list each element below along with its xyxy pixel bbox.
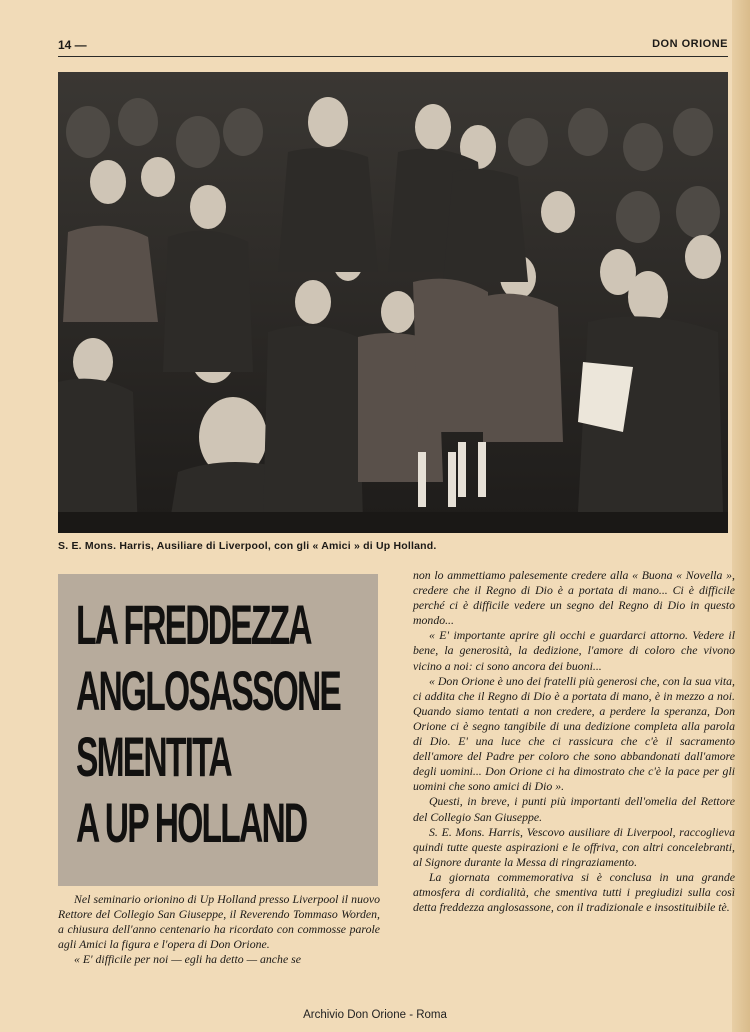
page-number: 14 — bbox=[58, 38, 87, 52]
archive-footer: Archivio Don Orione - Roma bbox=[303, 1009, 447, 1021]
group-photo-illustration bbox=[58, 72, 728, 533]
group-photo bbox=[58, 72, 728, 533]
article-paragraph: La giornata commemorativa si è conclusa in una grande atmosfera di cordialità, che smentiva tutti i pregiudizi sulla così detta freddezza anglosassone, con il tradizionale e insostituibile tè. bbox=[413, 869, 735, 915]
running-title: DON ORIONE bbox=[652, 38, 728, 50]
article-paragraph: non lo ammettiamo palesemente credere alla « Buona « Novella », credere che il Regno di Dio è a portata di mano... Ci è difficile perché ci è difficile vedere un segno del Regno di Dio in questo mondo... bbox=[413, 568, 735, 628]
photo-caption: S. E. Mons. Harris, Ausiliare di Liverpool, con gli « Amici » di Up Holland. bbox=[58, 540, 437, 552]
headline bbox=[76, 592, 367, 856]
article-column bbox=[413, 568, 735, 915]
article-paragraph: Questi, in breve, i punti più importanti dell'omelia del Rettore del Collegio San Giuseppe. bbox=[413, 794, 735, 824]
intro-paragraph: Nel seminario orionino di Up Holland presso Liverpool il nuovo Rettore del Collegio San Giuseppe, il Reverendo Tommaso Worden, a chiusura dell'anno centenario ha ricordato con commosse parole agli Amici la figura e l'opera di Don Orione. bbox=[58, 892, 380, 951]
intro-paragraph: « E' difficile per noi — egli ha detto — anche se bbox=[74, 952, 301, 966]
article-paragraph: « E' importante aprire gli occhi e guardarci attorno. Vedere il bene, la generosità, la dedizione, l'amore di coloro che vivono vicino a noi: ci sono ancora dei buoni... bbox=[413, 628, 735, 673]
article-paragraph: « Don Orione è uno dei fratelli più generosi che, con la sua vita, ci addita che il Regno di Dio è a portata di mano, è in mezzo a noi. Quando siamo tentati a non credere, a perdere la speranza, Don Orione ci è segno tangibile di una dedizione completa alla parola di Dio. E' una luce che ci rassicura che c'è il sacramento dell'amore del Padre per coloro che sono abbandonati dall'amore degli uomini... Don Orione ci ha dimostrato che c'è la pace per gli uomini che sono amici di Dio ». bbox=[413, 673, 735, 794]
page-header bbox=[58, 36, 728, 57]
headline-line: LA FREDDEZZA bbox=[76, 593, 311, 656]
intro-text bbox=[58, 892, 380, 967]
headline-line: SMENTITA bbox=[76, 725, 231, 788]
headline-box bbox=[58, 574, 378, 886]
headline-line: A UP HOLLAND bbox=[76, 791, 307, 854]
article-paragraph: S. E. Mons. Harris, Vescovo ausiliare di Liverpool, raccoglieva quindi tutte queste aspirazioni e le offriva, con altri concelebranti, al Signore durante la Messa di ringraziamento. bbox=[413, 824, 735, 869]
headline-line: ANGLOSASSONE bbox=[76, 659, 341, 722]
